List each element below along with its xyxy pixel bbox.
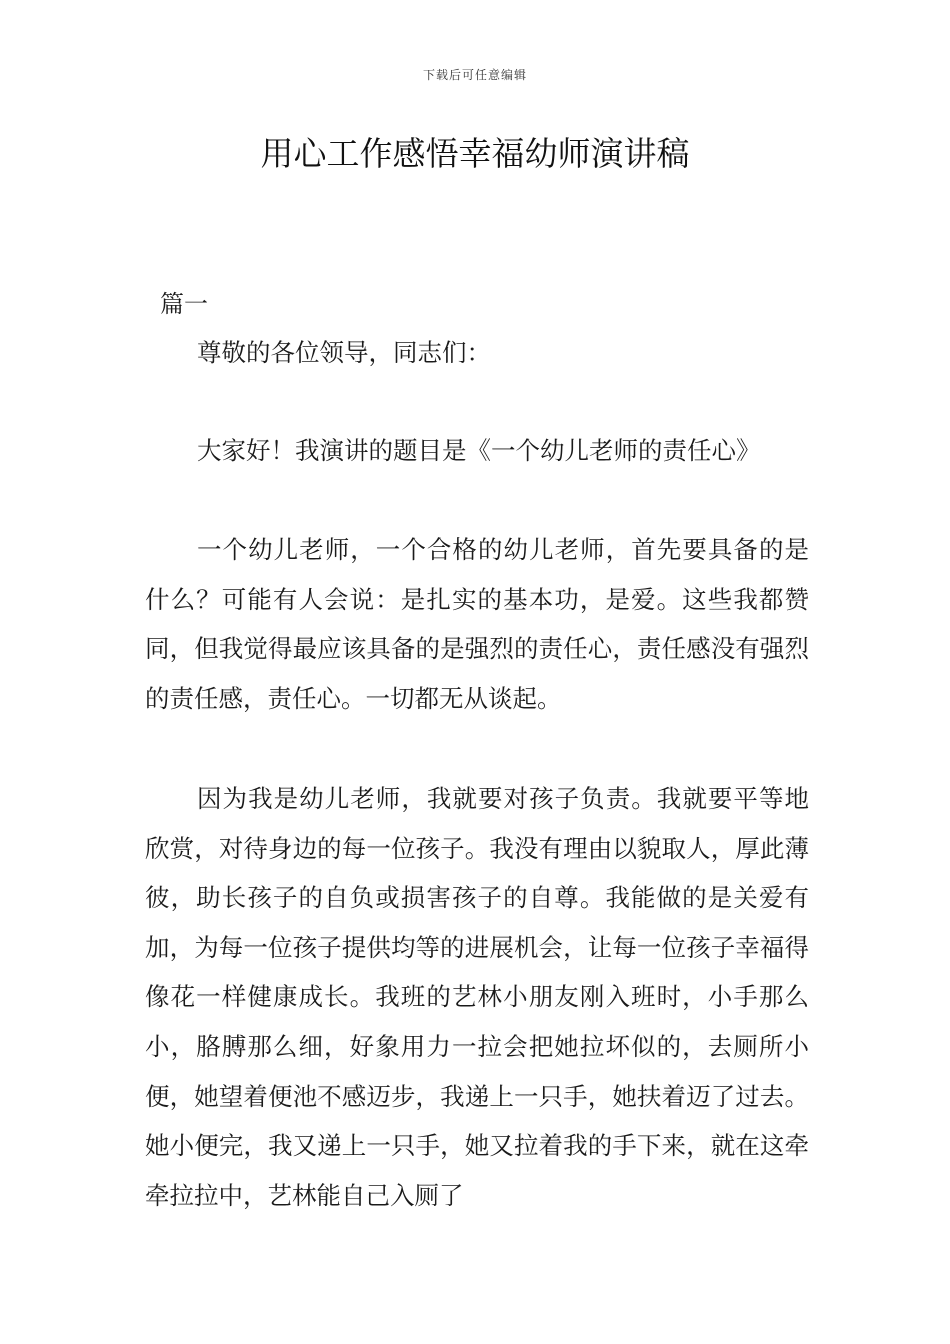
greeting-paragraph: 大家好！我演讲的题目是《一个幼儿老师的责任心》 xyxy=(197,436,761,465)
salutation-paragraph: 尊敬的各位领导，同志们： xyxy=(197,338,491,367)
section-label: 篇一 xyxy=(160,290,208,318)
document-title: 用心工作感悟幸福幼师演讲稿 xyxy=(260,134,690,173)
body-paragraph-2: 因为我是幼儿老师，我就要对孩子负责。我就要平等地欣赏，对待身边的每一位孩子。我没有理由以貌取人，厚此薄彼，助长孩子的自负或损害孩子的自尊。我能做的是关爱有加，为每一位孩子提供均等的进展机会，让每一位孩子幸福得像花一样健康成长。我班的艺林小朋友刚入班时，小手那么小，胳膊那么细，好象用力一拉会把她拉坏似的，去厕所小便，她望着便池不感迈步，我递上一只手，她扶着迈了过去。她小便完，我又递上一只手，她又拉着我的手下来，就在这牵牵拉拉中，艺林能自己入厕了 xyxy=(145,784,809,1210)
header-note: 下载后可任意编辑 xyxy=(422,68,527,82)
body-paragraph-1: 一个幼儿老师，一个合格的幼儿老师，首先要具备的是什么？可能有人会说：是扎实的基本功，是爱。这些我都赞同，但我觉得最应该具备的是强烈的责任心，责任感没有强烈的责任感，责任心。一切都无从谈起。 xyxy=(145,535,809,713)
